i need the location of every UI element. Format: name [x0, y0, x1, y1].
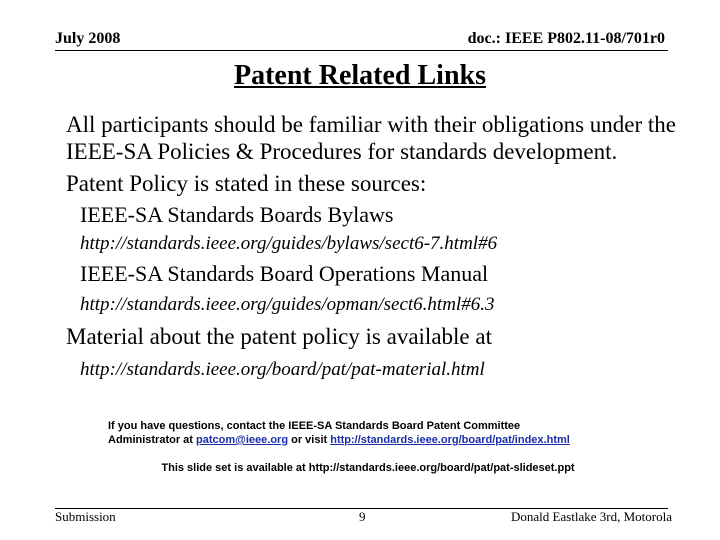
- notice-line2: [108, 434, 570, 446]
- body-para2: Patent Policy is stated in these sources:: [66, 171, 427, 196]
- header-doc-id: doc.: IEEE P802.11-08/701r0: [467, 30, 665, 47]
- source2-title: IEEE-SA Standards Board Operations Manual: [80, 261, 489, 286]
- footer-page-number: 9: [359, 509, 366, 524]
- source1-title: IEEE-SA Standards Boards Bylaws: [80, 202, 394, 227]
- source2-url[interactable]: http://standards.ieee.org/guides/opman/sect6.html#6.3: [80, 294, 495, 315]
- slide-title: Patent Related Links: [234, 60, 486, 91]
- notice-line1: If you have questions, contact the IEEE-SA Standards Board Patent Committee: [108, 420, 521, 432]
- notice-line2-middle: or visit: [288, 434, 331, 446]
- source1-url[interactable]: http://standards.ieee.org/guides/bylaws/sect6-7.html#6: [80, 233, 498, 254]
- header-date: July 2008: [55, 30, 121, 47]
- body-para1-line2: IEEE-SA Policies & Procedures for standards development.: [66, 139, 618, 164]
- index-link[interactable]: http://standards.ieee.org/board/pat/index.html: [330, 434, 570, 446]
- footer-author: Donald Eastlake 3rd, Motorola: [510, 509, 672, 524]
- body-para3: Material about the patent policy is available at: [66, 324, 492, 349]
- slideset-notice: This slide set is available at http://standards.ieee.org/board/pat/pat-slideset.ppt: [161, 462, 575, 474]
- material-url[interactable]: http://standards.ieee.org/board/pat/pat-material.html: [80, 359, 485, 380]
- header-rule: [55, 50, 668, 51]
- email-link[interactable]: patcom@ieee.org: [196, 434, 289, 446]
- footer-submission: Submission: [55, 509, 116, 524]
- body-para1-line1: All participants should be familiar with their obligations under the: [66, 112, 677, 137]
- notice-line2-prefix: Administrator at: [108, 434, 197, 446]
